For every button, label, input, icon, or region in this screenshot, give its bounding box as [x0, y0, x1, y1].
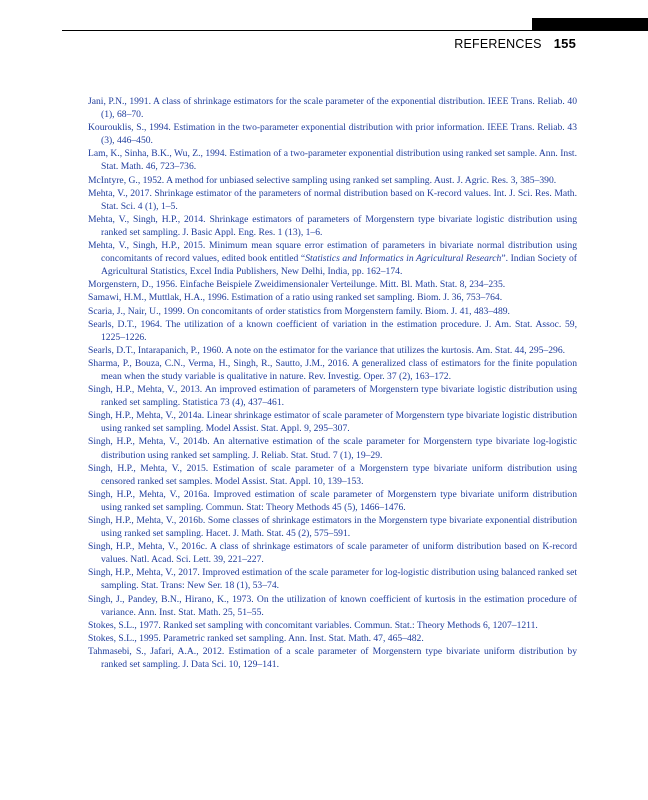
reference-item: Singh, H.P., Mehta, V., 2016c. A class of shrinkage estimators of scale parameter of uniform distribution based on K-record values. Natl. Acad. Sci. Lett. 39, 221–227. — [88, 541, 577, 566]
section-title: REFERENCES — [454, 37, 542, 51]
reference-item: Sharma, P., Bouza, C.N., Verma, H., Singh, R., Sautto, J.M., 2016. A generalized class of estimators for the finite population mean when the study variable is qualitative in nature. Rev. Investig. Oper. 37 (2), 163–172. — [88, 357, 577, 382]
running-head — [454, 36, 576, 51]
reference-item: Mehta, V., Singh, H.P., 2014. Shrinkage estimators of parameters of Morgenstern type bivariate logistic distribution using ranked set sampling. J. Basic Appl. Eng. Res. 1 (13), 1–6. — [88, 213, 577, 238]
reference-item: Samawi, H.M., Muttlak, H.A., 1996. Estimation of a ratio using ranked set sampling. Biom. J. 36, 753–764. — [88, 292, 503, 304]
reference-item: Stokes, S.L., 1995. Parametric ranked set sampling. Ann. Inst. Stat. Math. 47, 465–482. — [88, 632, 424, 644]
reference-item: Singh, H.P., Mehta, V., 2013. An improved estimation of parameters of Morgenstern type bivariate logistic distribution using ranked set sampling. Statistica 73 (4), 437–461. — [88, 384, 577, 409]
page-number: 155 — [553, 36, 576, 51]
reference-item — [88, 239, 577, 278]
reference-item: Searls, D.T., 1964. The utilization of a known coefficient of variation in the estimation procedure. J. Am. Stat. Assoc. 59, 1225–1226. — [88, 318, 577, 343]
reference-item: Singh, J., Pandey, B.N., Hirano, K., 1973. On the utilization of known coefficient of kurtosis in the estimation procedure of variance. Ann. Inst. Stat. Math. 25, 51–55. — [88, 593, 577, 618]
reference-item: Jani, P.N., 1991. A class of shrinkage estimators for the scale parameter of the exponential distribution. IEEE Trans. Reliab. 40 (1), 68–70. — [88, 96, 577, 121]
reference-item: Morgenstern, D., 1956. Einfache Beispiele Zweidimensionaler Verteilunge. Mitt. Bl. Math. Stat. 8, 234–235. — [88, 279, 506, 291]
reference-item: Tahmasebi, S., Jafari, A.A., 2012. Estimation of a scale parameter of Morgenstern type bivariate uniform distribution by ranked set sampling. J. Data Sci. 10, 129–141. — [88, 645, 577, 671]
reference-item: Stokes, S.L., 1977. Ranked set sampling with concomitant variables. Commun. Stat.: Theory Methods 6, 1207–1211. — [88, 619, 538, 631]
reference-item: Singh, H.P., Mehta, V., 2014a. Linear shrinkage estimator of scale parameter of Morgenstern type bivariate logistic distribution using ranked set sampling. Model Assist. Stat. Appl. 9, 295–307. — [88, 410, 577, 435]
reference-text-post: ”. Indian Society of Agricultural Statistics, Excel India Publishers, New Delhi, India, pp. 162–174. — [101, 253, 577, 278]
reference-text-pre: Mehta, V., Singh, H.P., 2015. Minimum mean square error estimation of parameters in bivariate normal distribution using concomitants of record values, edited book entitled “ — [88, 240, 577, 265]
reference-item: Searls, D.T., Intarapanich, P., 1960. A note on the estimator for the variance that utilizes the kurtosis. Am. Stat. 44, 295–296. — [88, 344, 566, 356]
reference-item: Singh, H.P., Mehta, V., 2014b. An alternative estimation of the scale parameter for Morgenstern type bivariate log-logistic distribution using ranked set sampling. J. Reliab. Stat. Stud. 7 (1), 19–29. — [88, 436, 577, 461]
reference-item: McIntyre, G., 1952. A method for unbiased selective sampling using ranked set sampling. Aust. J. Agric. Res. 3, 385–390. — [88, 174, 557, 186]
reference-item: Singh, H.P., Mehta, V., 2016b. Some classes of shrinkage estimators in the Morgenstern type bivariate exponential distribution using ranked set sampling. Hacet. J. Math. Stat. 45 (2), 575–591. — [88, 515, 577, 540]
reference-item: Singh, H.P., Mehta, V., 2015. Estimation of scale parameter of a Morgenstern type bivariate uniform distribution using censored ranked set samples. Model Assist. Stat. Appl. 10, 139–153. — [88, 462, 577, 487]
reference-item: Mehta, V., 2017. Shrinkage estimator of the parameters of normal distribution based on K-record values. Int. J. Sci. Res. Math. Stat. Sci. 4 (1), 1–5. — [88, 187, 577, 212]
reference-item: Scaria, J., Nair, U., 1999. On concomitants of order statistics from Morgenstern family. Biom. J. 41, 483–489. — [88, 305, 510, 317]
header-decoration-bar — [532, 18, 648, 30]
reference-item: Singh, H.P., Mehta, V., 2016a. Improved estimation of scale parameter of Morgenstern type bivariate uniform distribution using ranked set sampling. Commun. Stat: Theory Methods 45 (5), 1466–1476. — [88, 488, 577, 513]
reference-book-title: Statistics and Informatics in Agricultural Research — [305, 253, 502, 265]
header-rule — [62, 30, 648, 31]
reference-item: Singh, H.P., Mehta, V., 2017. Improved estimation of the scale parameter for log-logistic distribution using balanced ranked set sampling. Stat. Trans: New Ser. 18 (1), 53–74. — [88, 567, 577, 592]
reference-list — [88, 95, 577, 671]
reference-item: Kourouklis, S., 1994. Estimation in the two-parameter exponential distribution with prior information. IEEE Trans. Reliab. 43 (3), 446–450. — [88, 122, 577, 147]
reference-item: Lam, K., Sinha, B.K., Wu, Z., 1994. Estimation of a two-parameter exponential distribution using ranked set sample. Ann. Inst. Stat. Math. 46, 723–736. — [88, 148, 577, 173]
